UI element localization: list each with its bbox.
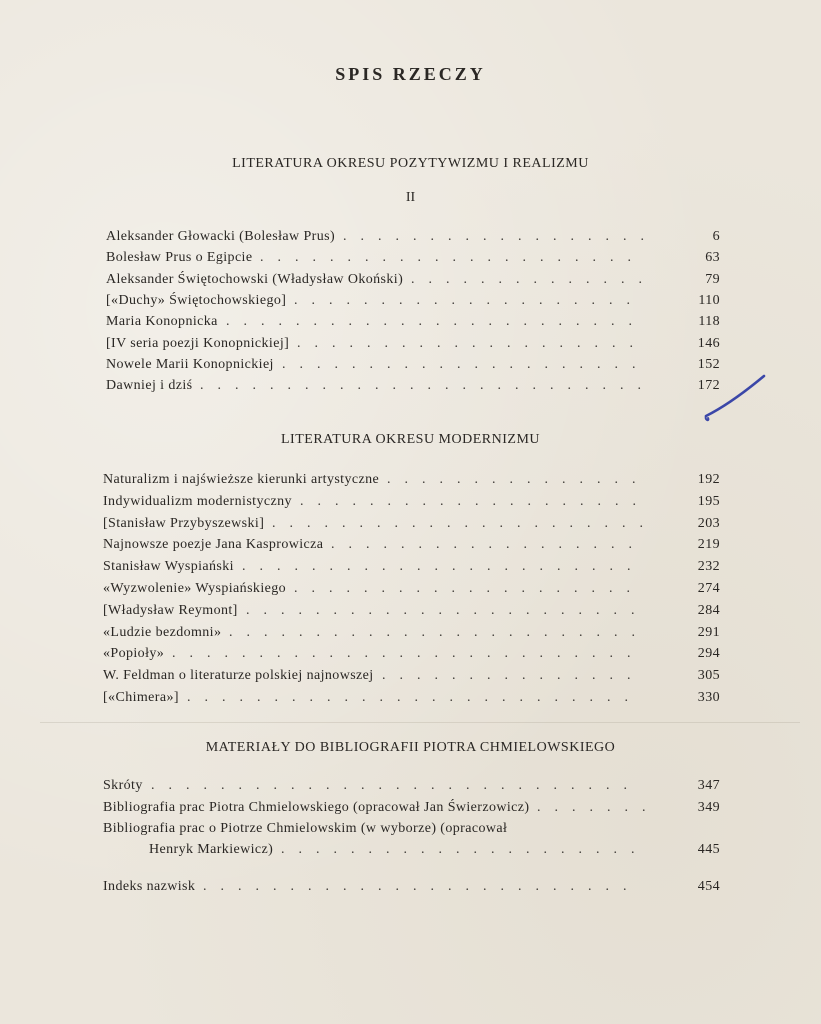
toc-entry: [0, 623, 821, 643]
toc-entry: [0, 877, 821, 897]
toc-page-number: 445: [697, 842, 720, 857]
toc-page-number: 232: [697, 559, 720, 575]
leader-dots: .........................: [203, 879, 641, 894]
toc-entry-title: Dawniej i dziś: [106, 378, 193, 394]
leader-dots: ...............: [387, 472, 650, 487]
toc-entry-title: [«Chimera»]: [103, 690, 179, 705]
ink-pen-mark: [700, 372, 780, 432]
leader-dots: ........................: [229, 624, 649, 640]
toc-page-number: 6: [712, 229, 720, 244]
leader-dots: ..................: [331, 537, 646, 553]
section-heading-bibliography: MATERIAŁY DO BIBLIOGRAFII PIOTRA CHMIELOWSKIEGO: [205, 740, 616, 755]
toc-entry-title: «Wyzwolenie» Wyspiańskiego: [103, 581, 287, 596]
leader-dots: ...........................: [172, 646, 645, 662]
leader-dots: ...............: [382, 668, 645, 684]
toc-entry: [0, 334, 821, 354]
toc-entry-title: Aleksander Głowacki (Bolesław Prus): [106, 229, 336, 244]
toc-entry: [0, 291, 821, 311]
section-heading-modernism: LITERATURA OKRESU MODERNIZMU: [281, 432, 540, 447]
toc-entry-title: Naturalizm i najświeższe kierunki artystyczne: [103, 472, 380, 487]
toc-entry: [0, 355, 821, 375]
toc-entry-title: [Stanisław Przybyszewski]: [103, 515, 265, 531]
toc-page-number: 219: [697, 537, 720, 553]
leader-dots: ....................: [294, 581, 644, 596]
toc-page-number: 274: [697, 581, 720, 596]
toc-page-number: 192: [697, 472, 720, 487]
toc-entry-title: [IV seria poezji Konopnickiej]: [106, 335, 290, 351]
toc-entry: [0, 514, 821, 534]
toc-entry: [0, 312, 821, 332]
paper-fold-line: [40, 722, 800, 723]
toc-entry-title: W. Feldman o literaturze polskiej najnowszej: [103, 668, 374, 684]
toc-entry-title-continuation: Henryk Markiewicz): [149, 842, 274, 857]
toc-entry-title: Nowele Marii Konopnickiej: [106, 356, 274, 372]
toc-entry: [0, 270, 821, 290]
toc-page-number: 349: [697, 799, 720, 815]
toc-entry-title: Stanisław Wyspiański: [103, 559, 234, 575]
toc-entry-title: Bibliografia prac o Piotrze Chmielowskim (w wyborze) (opracował: [103, 821, 508, 836]
toc-entry-title: «Popioły»: [103, 646, 165, 662]
toc-page-number: 330: [697, 690, 720, 705]
toc-entry: [0, 535, 821, 555]
toc-page-number: 110: [698, 292, 720, 308]
toc-page-number: 291: [697, 624, 720, 640]
toc-entry-title: Aleksander Świętochowski (Władysław Okoński): [106, 271, 404, 287]
leader-dots: .......: [537, 799, 660, 815]
toc-page-number: 118: [698, 314, 720, 330]
leader-dots: ....................: [300, 493, 650, 509]
toc-entry-title: Maria Konopnicka: [106, 314, 218, 330]
leader-dots: ............................: [151, 778, 641, 793]
toc-page-number: 195: [697, 493, 720, 509]
leader-dots: .......................: [242, 559, 645, 575]
toc-entry-title: Bolesław Prus o Egipcie: [106, 250, 253, 266]
toc-page-number: 294: [697, 646, 720, 662]
toc-entry: [0, 492, 821, 512]
leader-dots: ..............: [411, 271, 656, 287]
toc-page-number: 63: [705, 250, 720, 266]
toc-entry: [0, 227, 821, 247]
toc-entry: [0, 798, 821, 818]
toc-page-number: 146: [697, 335, 720, 351]
toc-entry-title: [Władysław Reymont]: [103, 602, 238, 618]
section-subheading-roman: II: [405, 190, 416, 205]
toc-entry-title: [«Duchy» Świętochowskiego]: [106, 292, 287, 308]
leader-dots: .....................: [282, 356, 650, 372]
toc-entry-title: Indeks nazwisk: [103, 879, 196, 894]
toc-page-number: 454: [697, 879, 720, 894]
toc-entry-title: Skróty: [103, 778, 143, 793]
toc-entry: [0, 579, 821, 599]
leader-dots: ....................: [294, 292, 644, 308]
leader-dots: ..........................: [200, 378, 655, 394]
toc-entry-title: Bibliografia prac Piotra Chmielowskiego (opracował Jan Świerzowicz): [103, 799, 530, 815]
toc-page-number: 152: [697, 356, 720, 372]
toc-entry: [0, 470, 821, 490]
leader-dots: ..........................: [187, 690, 642, 705]
toc-page-number: 172: [697, 378, 720, 394]
page-title: SPIS RZECZY: [335, 64, 486, 84]
toc-page-number: 305: [697, 668, 720, 684]
toc-entry: [0, 376, 821, 396]
toc-page-number: 79: [705, 271, 720, 287]
toc-entry-title: «Ludzie bezdomni»: [103, 624, 222, 640]
leader-dots: .......................: [246, 602, 649, 618]
toc-entry: [0, 688, 821, 708]
toc-entry-title: Najnowsze poezje Jana Kasprowicza: [103, 537, 324, 553]
leader-dots: ......................: [272, 515, 657, 531]
toc-entry-title: Indywidualizm modernistyczny: [103, 493, 292, 509]
leader-dots: .....................: [281, 842, 649, 857]
toc-page-number: 347: [697, 778, 720, 793]
toc-entry: [0, 776, 821, 796]
toc-entry: [0, 557, 821, 577]
leader-dots: ......................: [260, 250, 645, 266]
toc-entry: [0, 666, 821, 686]
toc-entry: [0, 819, 821, 857]
leader-dots: ........................: [226, 314, 646, 330]
toc-entry: [0, 248, 821, 268]
section-heading-positivism: LITERATURA OKRESU POZYTYWIZMU I REALIZMU: [232, 156, 589, 171]
leader-dots: ..................: [343, 229, 658, 244]
toc-entry: [0, 644, 821, 664]
toc-page-number: 284: [697, 602, 720, 618]
toc-page-number: 203: [697, 515, 720, 531]
toc-entry: [0, 601, 821, 621]
leader-dots: ....................: [297, 335, 647, 351]
